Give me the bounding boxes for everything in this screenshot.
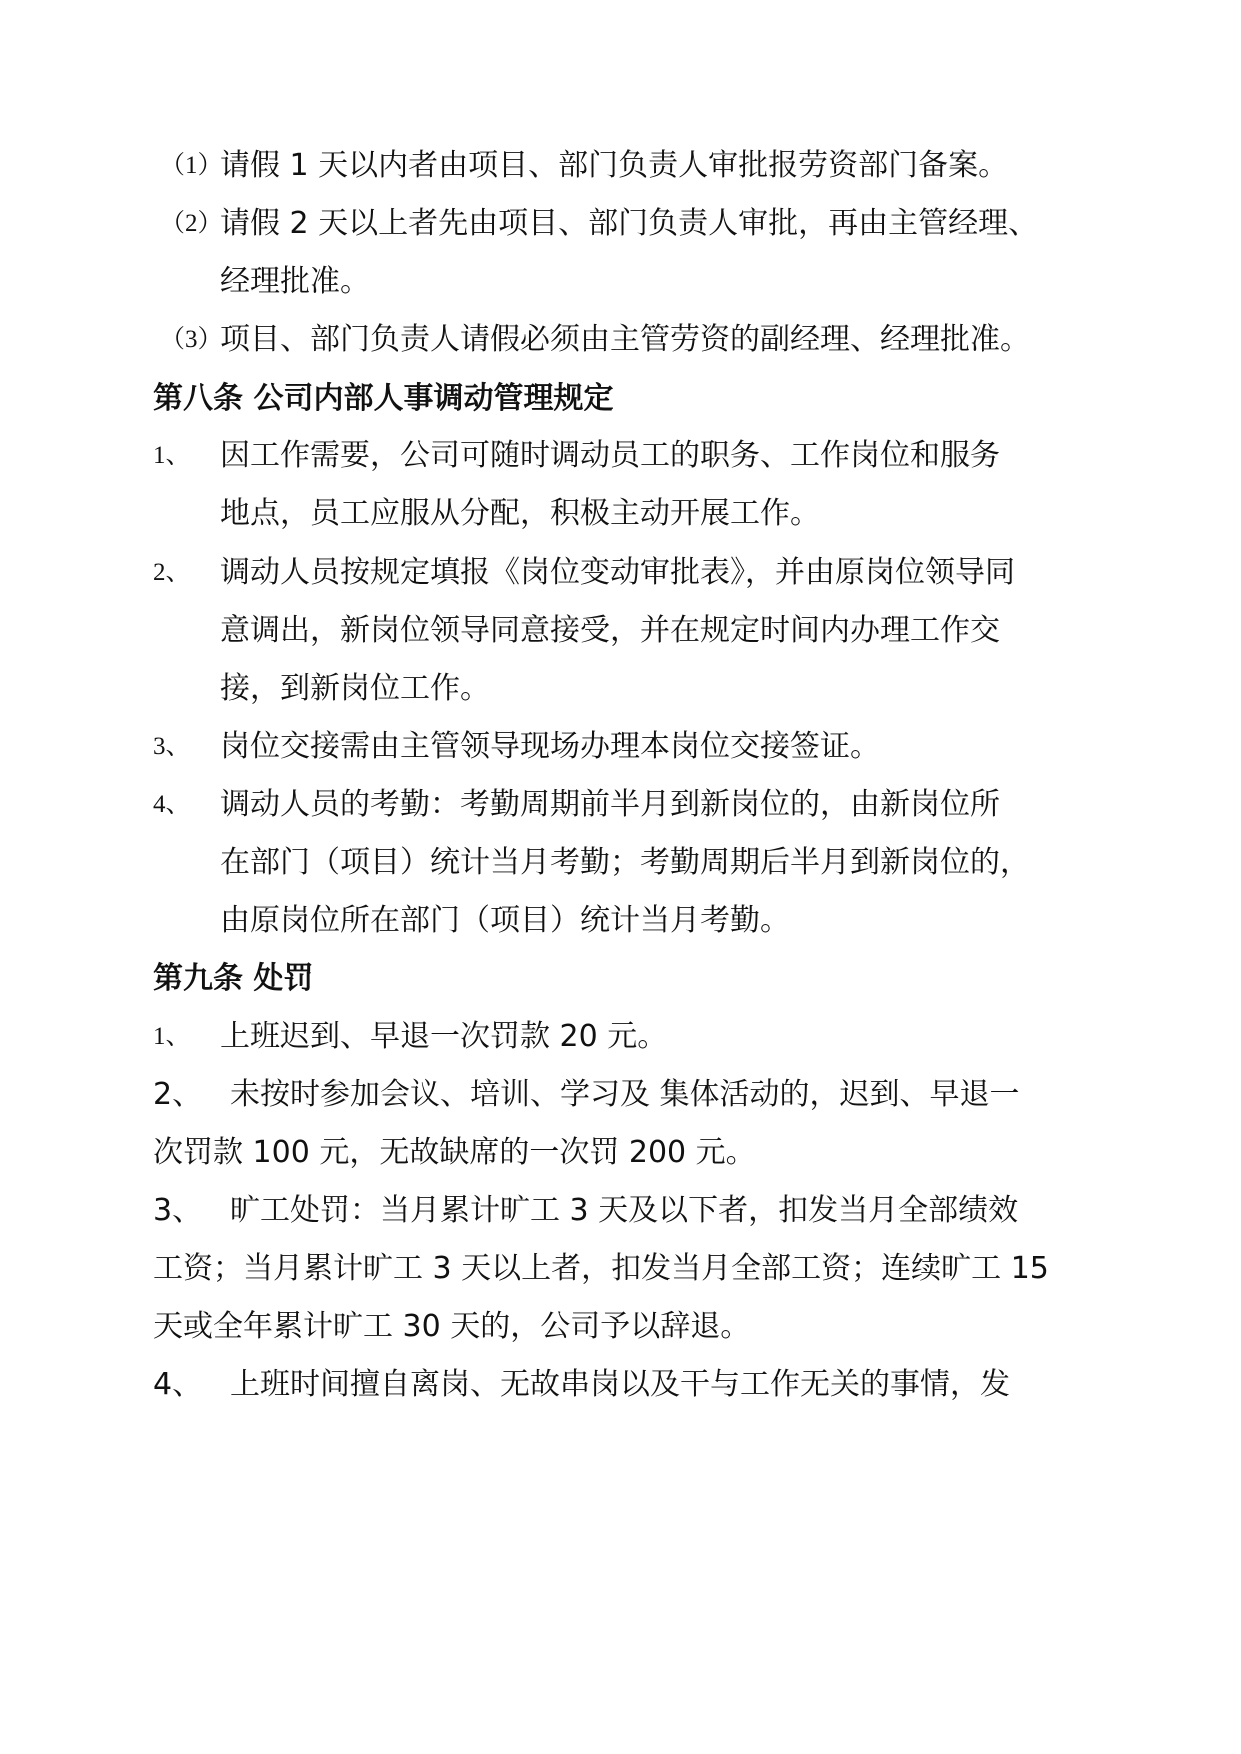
item-text: 地点，员工应服从分配，积极主动开展工作。: [220, 496, 820, 531]
item-text: 请假 2 天以上者先由项目、部门负责人审批，再由主管经理、: [220, 206, 1039, 241]
section-heading: 第八条 公司内部人事调动管理规定: [153, 381, 614, 416]
item-text: 旷工处罚：当月累计旷工 3 天及以下者，扣发当月全部绩效: [230, 1193, 1019, 1228]
item-text: 经理批准。: [220, 264, 370, 299]
item-text: 项目、部门负责人请假必须由主管劳资的副经理、经理批准。: [220, 322, 1030, 357]
item-number: （1）: [160, 152, 223, 179]
item-text: 请假 1 天以内者由项目、部门负责人审批报劳资部门备案。: [220, 148, 1009, 183]
item-number: 2、: [153, 559, 191, 586]
item-text: 因工作需要，公司可随时调动员工的职务、工作岗位和服务: [220, 438, 1000, 473]
item-number: （2）: [160, 210, 223, 237]
item-text: 上班时间擅自离岗、无故串岗以及干与工作无关的事情，发: [230, 1367, 1010, 1402]
item-number: 1、: [153, 442, 191, 469]
item-number: 1、: [153, 1023, 191, 1050]
item-text: 接，到新岗位工作。: [220, 671, 490, 706]
item-number: 4、: [153, 791, 191, 818]
section-heading: 第九条 处罚: [153, 961, 314, 996]
item-number: 2、: [153, 1077, 203, 1112]
item-number: 4、: [153, 1367, 203, 1402]
item-text: 次罚款 100 元，无故缺席的一次罚 200 元。: [153, 1135, 756, 1170]
item-text: 岗位交接需由主管领导现场办理本岗位交接签证。: [220, 729, 880, 764]
item-text: 工资；当月累计旷工 3 天以上者，扣发当月全部工资；连续旷工 15: [153, 1251, 1049, 1286]
item-text: 在部门（项目）统计当月考勤；考勤周期后半月到新岗位的，: [220, 845, 1030, 880]
item-number: 3、: [153, 1193, 203, 1228]
item-text: 上班迟到、早退一次罚款 20 元。: [220, 1019, 668, 1054]
item-text: 天或全年累计旷工 30 天的，公司予以辞退。: [153, 1309, 751, 1344]
item-number: 3、: [153, 733, 191, 760]
item-text: 调动人员的考勤：考勤周期前半月到新岗位的，由新岗位所: [220, 787, 1000, 822]
item-text: 调动人员按规定填报《岗位变动审批表》，并由原岗位领导同: [220, 555, 1015, 590]
item-text: 由原岗位所在部门（项目）统计当月考勤。: [220, 903, 790, 938]
item-text: 意调出，新岗位领导同意接受，并在规定时间内办理工作交: [220, 613, 1000, 648]
item-text: 未按时参加会议、培训、学习及 集体活动的，迟到、早退一: [230, 1077, 1020, 1112]
item-number: （3）: [160, 326, 223, 353]
